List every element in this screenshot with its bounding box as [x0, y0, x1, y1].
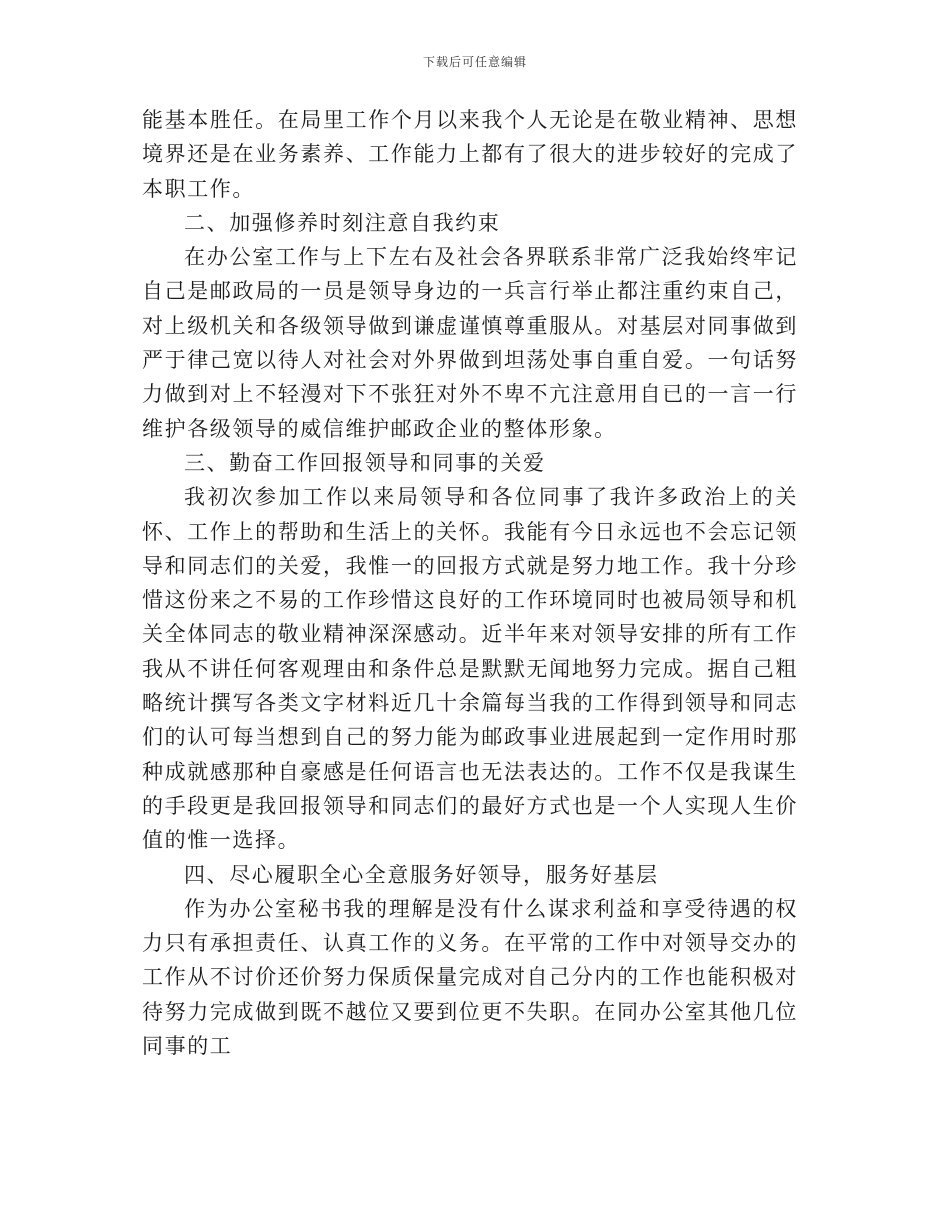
- document-body: [142, 103, 798, 1063]
- paragraph-continuation: 能基本胜任。在局里工作个月以来我个人无论是在敬业精神、思想境界还是在业务素养、工作能力上都有了很大的进步较好的完成了本职工作。: [142, 108, 798, 201]
- paragraph-section-2: 在办公室工作与上下左右及社会各界联系非常广泛我始终牢记自己是邮政局的一员是领导身边的一兵言行举止都注重约束自己，对上级机关和各级领导做到谦虚谨慎尊重服从。对基层对同事做到严于律己宽以待人对社会对外界做到坦荡处事自重自爱。一句话努力做到对上不轻漫对下不张狂对外不卑不亢注意用自已的一言一行维护各级领导的威信维护邮政企业的整体形象。: [142, 245, 798, 441]
- section-heading-2: 二、加强修养时刻注意自我约束: [184, 210, 501, 235]
- page-header: 下载后可任意编辑: [422, 55, 527, 69]
- paragraph-section-3: 我初次参加工作以来局领导和各位同事了我许多政治上的关怀、工作上的帮助和生活上的关怀。我能有今日永远也不会忘记领导和同志们的关爱，我惟一的回报方式就是努力地工作。我十分珍惜这份来之不易的工作珍惜这良好的工作环境同时也被局领导和机关全体同志的敬业精神深深感动。近半年来对领导安排的所有工作我从不讲任何客观理由和条件总是默默无闻地努力完成。据自己粗略统计撰写各类文字材料近几十余篇每当我的工作得到领导和同志们的认可每当想到自己的努力能为邮政事业进展起到一定作用时那种成就感那种自豪感是任何语言也无法表达的。工作不仅是我谋生的手段更是我回报领导和同志们的最好方式也是一个人实现人生价值的惟一选择。: [142, 485, 798, 853]
- paragraph-section-4: 作为办公室秘书我的理解是没有什么谋求利益和享受待遇的权力只有承担责任、认真工作的义务。在平常的工作中对领导交办的工作从不讨价还价努力保质保量完成对自己分内的工作也能积极对待努力完成做到既不越位又要到位更不失职。在同办公室其他几位同事的工: [142, 896, 798, 1059]
- section-heading-4: 四、尽心履职全心全意服务好领导，服务好基层: [184, 862, 659, 887]
- section-heading-3: 三、勤奋工作回报领导和同事的关爱: [184, 450, 546, 475]
